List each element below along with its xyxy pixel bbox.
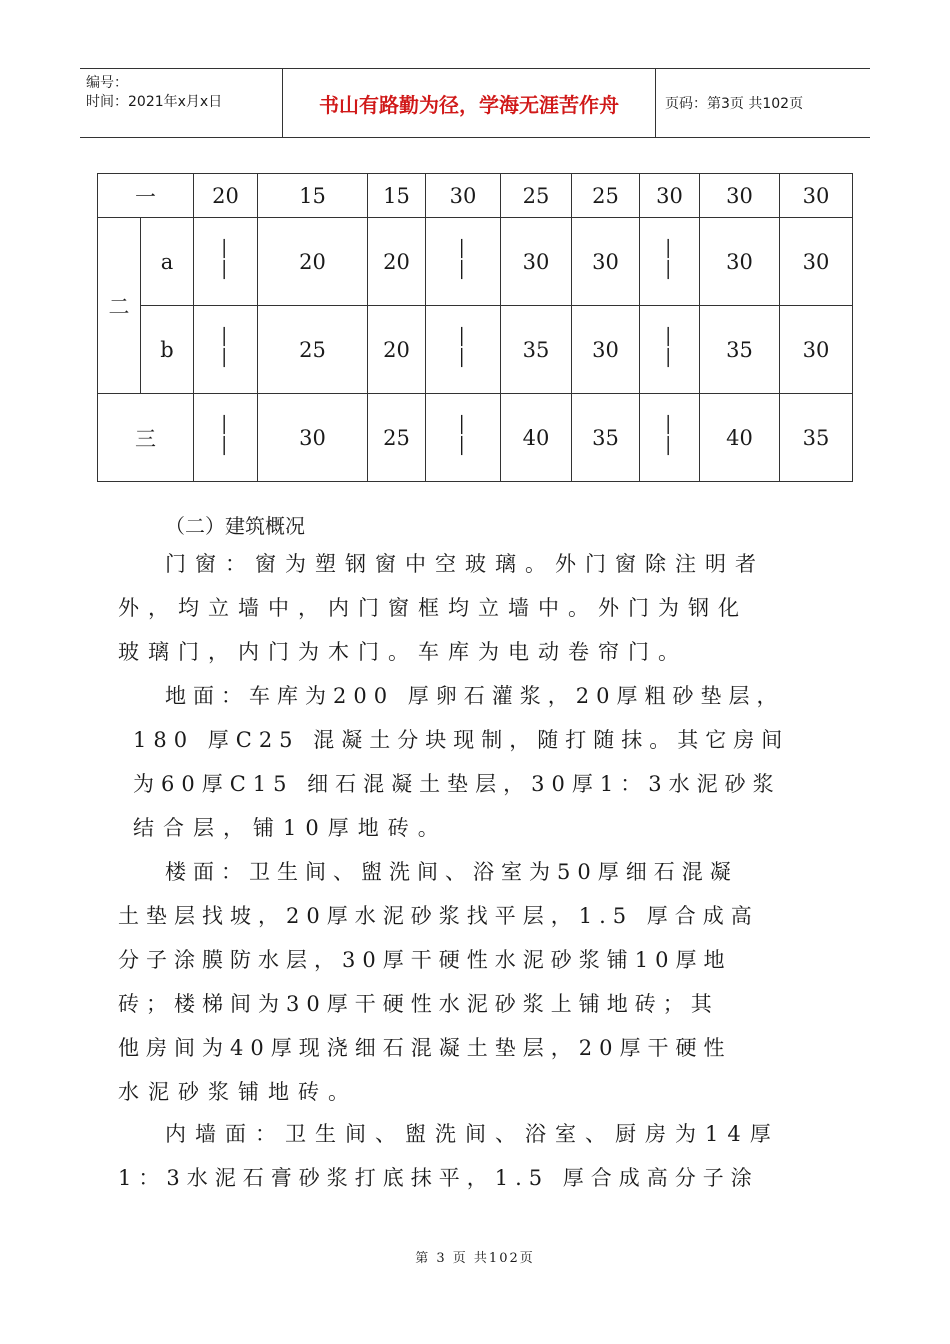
table-cell: 40 (700, 394, 780, 482)
table-cell (194, 394, 258, 482)
table-cell: 25 (572, 174, 640, 218)
spec-table (97, 173, 853, 482)
paragraph-line: 玻璃门，内门为木门。车库为电动卷帘门。 (118, 640, 688, 664)
table-cell: 30 (501, 218, 572, 306)
table-cell: 35 (780, 394, 853, 482)
table-cell (194, 218, 258, 306)
dash-value: —— (213, 326, 238, 368)
table-cell: 20 (368, 306, 426, 394)
table-cell: 30 (258, 394, 368, 482)
row-label: 三 (98, 394, 194, 482)
header-motto: 书山有路勤为径，学海无涯苦作舟 (282, 69, 656, 137)
table-cell: 30 (640, 174, 700, 218)
table-row (98, 218, 853, 306)
table-cell: 20 (194, 174, 258, 218)
table-row (98, 174, 853, 218)
dash-value: —— (657, 414, 682, 456)
paragraph-line: 内墙面：卫生间、盥洗间、浴室、厨房为14厚 (165, 1122, 780, 1146)
paragraph-line: 土垫层找坡，20厚水泥砂浆找平层，1.5 厚合成高 (118, 904, 759, 928)
section-title: （二）建筑概况 (165, 514, 305, 538)
dash-value: —— (657, 238, 682, 280)
dash-value: —— (213, 238, 238, 280)
table-row (98, 306, 853, 394)
table-cell (640, 394, 700, 482)
table-cell: 25 (258, 306, 368, 394)
paragraph-line: 门窗：窗为塑钢窗中空玻璃。外门窗除注明者 (165, 552, 765, 576)
date-line: 时间：2021年x月x日 (86, 94, 223, 110)
table-cell: 15 (368, 174, 426, 218)
number-label: 编号： (86, 75, 128, 91)
row-sublabel: b (141, 306, 194, 394)
paragraph-line: 地面：车库为200 厚卵石灌浆，20厚粗砂垫层， (165, 684, 785, 708)
table-cell: 40 (501, 394, 572, 482)
dash-value: —— (451, 414, 475, 456)
paragraph-line: 分子涂膜防水层，30厚干硬性水泥砂浆铺10厚地 (118, 948, 732, 972)
table-cell (426, 394, 501, 482)
table-cell: 35 (572, 394, 640, 482)
table-cell: 30 (572, 306, 640, 394)
row-sublabel: a (141, 218, 194, 306)
header-page-info: 页码：第3页 共102页 (665, 96, 804, 112)
paragraph-line: 为60厚C15 细石混凝土垫层，30厚1：3水泥砂浆 (133, 772, 781, 796)
dash-value: —— (213, 414, 238, 456)
paragraph-line: 他房间为40厚现浇细石混凝土垫层，20厚干硬性 (118, 1036, 732, 1060)
row-label: 二 (98, 218, 141, 394)
dash-value: —— (657, 326, 682, 368)
table-cell: 15 (258, 174, 368, 218)
paragraph-line: 楼面：卫生间、盥洗间、浴室为50厚细石混凝 (165, 860, 738, 884)
table-cell (426, 306, 501, 394)
paragraph-line: 结合层，铺10厚地砖。 (133, 816, 448, 840)
page-header (80, 68, 870, 138)
table-cell: 25 (368, 394, 426, 482)
table-cell (426, 218, 501, 306)
paragraph-line: 砖；楼梯间为30厚干硬性水泥砂浆上铺地砖；其 (118, 992, 719, 1016)
table-cell: 30 (780, 218, 853, 306)
paragraph-line: 180 厚C25 混凝土分块现制，随打随抹。其它房间 (133, 728, 790, 752)
table-cell: 25 (501, 174, 572, 218)
table-cell: 30 (426, 174, 501, 218)
page-footer: 第 3 页 共102页 (415, 1251, 535, 1266)
table-cell: 35 (501, 306, 572, 394)
table-cell (640, 306, 700, 394)
table-cell: 30 (572, 218, 640, 306)
table-cell (194, 306, 258, 394)
paragraph-line: 1：3水泥石膏砂浆打底抹平，1.5 厚合成高分子涂 (118, 1166, 759, 1190)
table-cell: 30 (780, 174, 853, 218)
table-cell: 35 (700, 306, 780, 394)
table-cell: 20 (368, 218, 426, 306)
row-label: 一 (98, 174, 194, 218)
table-cell (640, 218, 700, 306)
paragraph-line: 水泥砂浆铺地砖。 (118, 1080, 358, 1104)
table-cell: 30 (700, 174, 780, 218)
table-cell: 30 (780, 306, 853, 394)
paragraph-line: 外，均立墙中，内门窗框均立墙中。外门为钢化 (118, 596, 748, 620)
dash-value: —— (451, 238, 475, 280)
table-row (98, 394, 853, 482)
table-cell: 30 (700, 218, 780, 306)
header-meta (80, 69, 282, 137)
dash-value: —— (451, 326, 475, 368)
table-cell: 20 (258, 218, 368, 306)
